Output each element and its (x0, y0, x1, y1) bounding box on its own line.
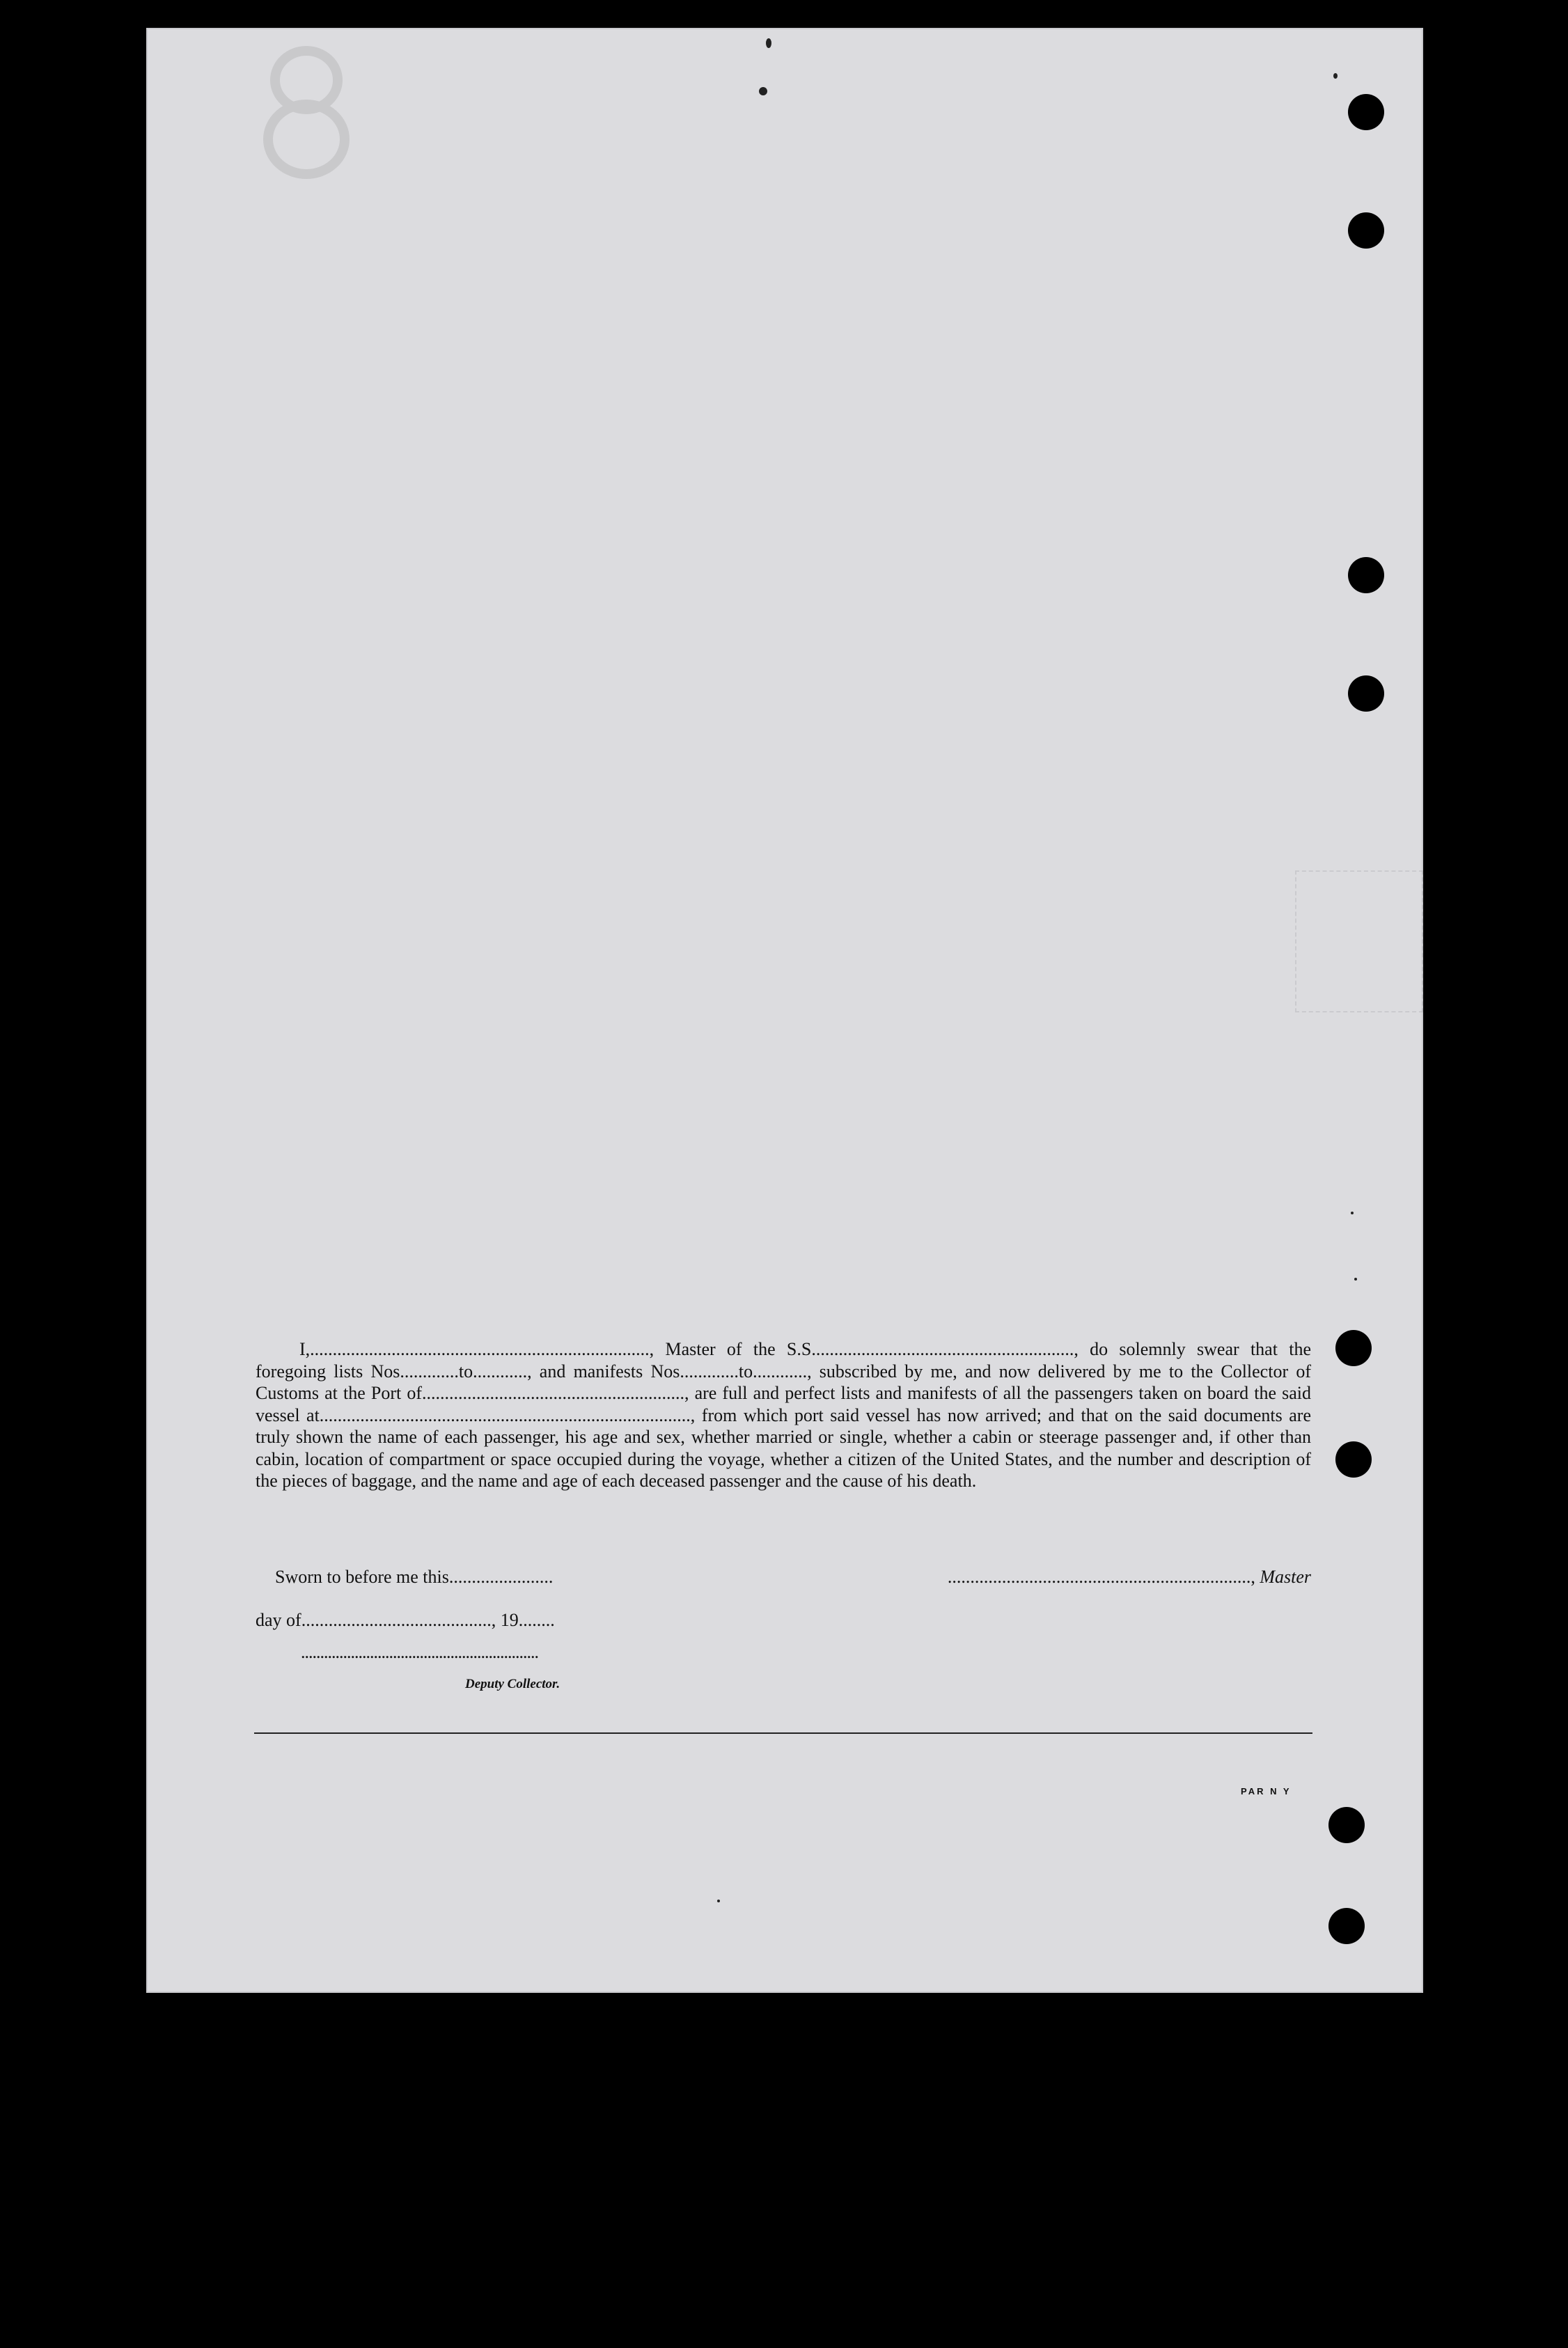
faint-stamp-mark (1295, 870, 1423, 1012)
day-of-line: day of.........................................., 19........ (256, 1610, 555, 1630)
punch-hole (1348, 557, 1384, 593)
punch-hole (1335, 1330, 1372, 1366)
printer-mark: PAR N Y (1241, 1786, 1292, 1797)
horizontal-rule (254, 1732, 1312, 1734)
oath-paragraph: I,..........................................................................., Master of the S.S.........................................................., do solemnly swear that the foregoing lists Nos.............to............, and manifests Nos.............to............, subscribed by me, and now delivered by me to the Collector of Customs at the Port of.........................................................., are full and perfect lists and manifests of all the passengers taken on board the said vessel at.................................................................................., from which port said vessel has now arrived; and that on the said documents are truly shown the name of each passenger, his age and sex, whether married or single, whether a cabin or steerage passenger and, if other than cabin, location of compartment or space occupied during the voyage, whether a citizen of the United States, and the number and description of the pieces of baggage, and the name and age of each deceased passenger and the cause of his death. (256, 1339, 1311, 1491)
master-signature-dots: ..................................................................., (947, 1567, 1255, 1587)
punch-hole (1335, 1441, 1372, 1478)
ink-speck (1354, 1278, 1357, 1281)
punch-hole (1348, 94, 1384, 130)
faint-page-number-8 (251, 42, 362, 181)
punch-hole (1328, 1908, 1365, 1944)
deputy-signature-dots: .............................................................. (301, 1642, 538, 1662)
master-label: Master (1260, 1567, 1311, 1587)
sworn-before-line: Sworn to before me this....................... (275, 1567, 554, 1587)
punch-hole (1348, 212, 1384, 249)
punch-hole (1348, 675, 1384, 712)
ink-speck (766, 38, 771, 48)
document-page (146, 28, 1423, 1993)
ink-speck (1351, 1212, 1354, 1214)
master-signature-line (882, 1567, 1311, 1588)
ink-speck (717, 1900, 720, 1902)
punch-hole (1328, 1807, 1365, 1843)
deputy-collector-label: Deputy Collector. (465, 1677, 560, 1691)
ink-speck (759, 87, 767, 95)
ink-speck (1333, 73, 1338, 79)
